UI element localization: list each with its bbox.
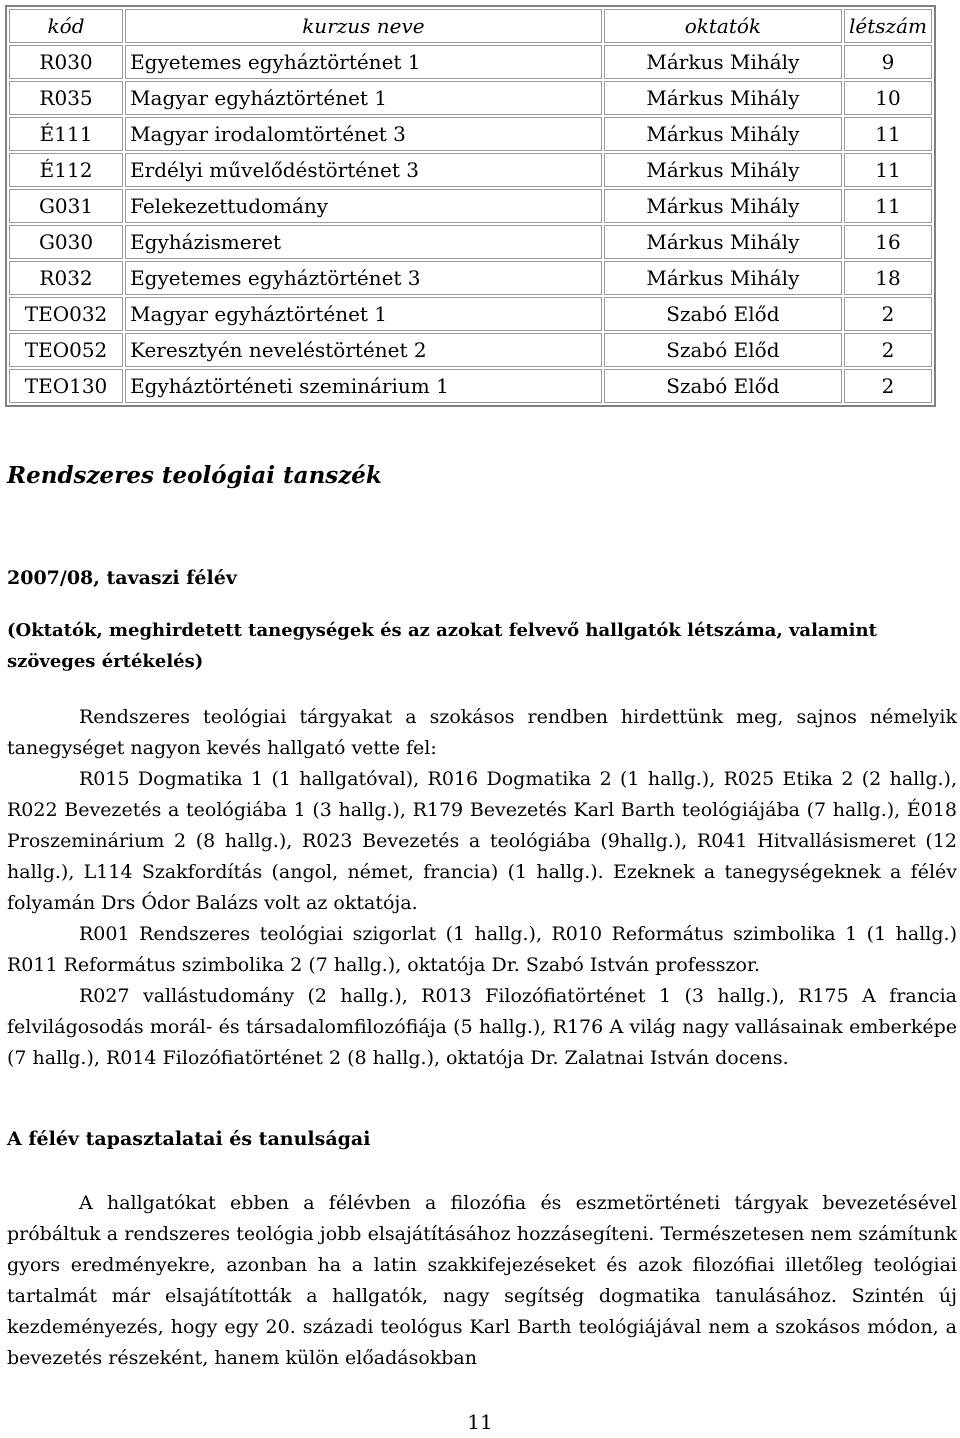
header-teacher: oktatók (604, 9, 842, 43)
cell-teacher: Szabó Előd (604, 297, 842, 331)
cell-code: R035 (9, 81, 123, 115)
cell-code: R032 (9, 261, 123, 295)
table-header-row (9, 9, 932, 43)
semester-heading: 2007/08, tavaszi félév (7, 567, 237, 589)
courses-table-container (5, 5, 936, 407)
cell-code: É112 (9, 153, 123, 187)
cell-course-name: Keresztyén neveléstörténet 2 (125, 333, 602, 367)
courses-table (5, 5, 936, 407)
cell-course-name: Egyetemes egyháztörténet 3 (125, 261, 602, 295)
experiences-heading: A félév tapasztalatai és tanulságai (7, 1128, 371, 1150)
section-title: Rendszeres teológiai tanszék (7, 462, 382, 489)
cell-course-name: Egyetemes egyháztörténet 1 (125, 45, 602, 79)
cell-count: 16 (844, 225, 932, 259)
cell-count: 18 (844, 261, 932, 295)
table-row (9, 81, 932, 115)
cell-count: 2 (844, 297, 932, 331)
cell-teacher: Szabó Előd (604, 369, 842, 403)
cell-teacher: Márkus Mihály (604, 81, 842, 115)
cell-teacher: Márkus Mihály (604, 45, 842, 79)
cell-count: 10 (844, 81, 932, 115)
header-course-name: kurzus neve (125, 9, 602, 43)
cell-code: R030 (9, 45, 123, 79)
cell-teacher: Márkus Mihály (604, 153, 842, 187)
header-code: kód (9, 9, 123, 43)
cell-code: G031 (9, 189, 123, 223)
cell-teacher: Szabó Előd (604, 333, 842, 367)
cell-course-name: Egyháztörténeti szeminárium 1 (125, 369, 602, 403)
table-row (9, 45, 932, 79)
cell-code: TEO130 (9, 369, 123, 403)
cell-teacher: Márkus Mihály (604, 189, 842, 223)
subtitle: (Oktatók, meghirdetett tanegységek és az azokat felvevő hallgatók létszáma, valamint szöveges értékelés) (7, 620, 877, 672)
page-number: 11 (467, 1410, 493, 1434)
body-text-block (7, 702, 957, 1074)
paragraph: R015 Dogmatika 1 (1 hallgatóval), R016 Dogmatika 2 (1 hallg.), R025 Etika 2 (2 hallg.), R022 Bevezetés a teológiába 1 (3 hallg.), R179 Bevezetés Karl Barth teológiájába (7 hallg.), É018 Proszeminárium 2 (8 hallg.), R023 Bevezetés a teológiába (9hallg.), R041 Hitvallásismeret (12 hallg.), L114 Szakfordítás (angol, német, francia) (1 hallg.). Ezeknek a tanegységeknek a félév folyamán Drs Ódor Balázs volt az oktatója. (7, 768, 957, 914)
cell-count: 2 (844, 333, 932, 367)
cell-code: G030 (9, 225, 123, 259)
paragraph: R001 Rendszeres teológiai szigorlat (1 hallg.), R010 Református szimbolika 1 (1 hallg.) R011 Református szimbolika 2 (7 hallg.), oktatója Dr. Szabó István professzor. (7, 923, 957, 976)
cell-course-name: Magyar egyháztörténet 1 (125, 297, 602, 331)
cell-course-name: Erdélyi művelődéstörténet 3 (125, 153, 602, 187)
header-count: létszám (844, 9, 932, 43)
cell-course-name: Felekezettudomány (125, 189, 602, 223)
table-row (9, 297, 932, 331)
paragraph: R027 vallástudomány (2 hallg.), R013 Filozófiatörténet 1 (3 hallg.), R175 A francia felvilágosodás morál- és társadalomfilozófiája (5 hallg.), R176 A világ nagy vallásainak emberképe (7 hallg.), R014 Filozófiatörténet 2 (8 hallg.), oktatója Dr. Zalatnai István docens. (7, 985, 957, 1069)
paragraph: Rendszeres teológiai tárgyakat a szokásos rendben hirdettünk meg, sajnos némelyik tanegységet nagyon kevés hallgató vette fel: (7, 706, 957, 759)
table-row (9, 225, 932, 259)
cell-course-name: Egyházismeret (125, 225, 602, 259)
cell-course-name: Magyar egyháztörténet 1 (125, 81, 602, 115)
table-row (9, 189, 932, 223)
cell-code: TEO052 (9, 333, 123, 367)
table-row (9, 153, 932, 187)
cell-teacher: Márkus Mihály (604, 117, 842, 151)
cell-code: TEO032 (9, 297, 123, 331)
body-text-block-2 (7, 1188, 957, 1374)
cell-count: 11 (844, 153, 932, 187)
cell-count: 9 (844, 45, 932, 79)
cell-code: É111 (9, 117, 123, 151)
cell-count: 11 (844, 189, 932, 223)
table-row (9, 117, 932, 151)
table-row (9, 333, 932, 367)
cell-teacher: Márkus Mihály (604, 261, 842, 295)
cell-teacher: Márkus Mihály (604, 225, 842, 259)
cell-count: 11 (844, 117, 932, 151)
cell-count: 2 (844, 369, 932, 403)
table-row (9, 369, 932, 403)
cell-course-name: Magyar irodalomtörténet 3 (125, 117, 602, 151)
table-row (9, 261, 932, 295)
paragraph: A hallgatókat ebben a félévben a filozófia és eszmetörténeti tárgyak bevezetésével próbáltuk a rendszeres teológia jobb elsajátításához hozzásegíteni. Természetesen nem számítunk gyors eredményekre, azonban ha a latin szakkifejezéseket és azok filozófiai illetőleg teológiai tartalmát már elsajátították a hallgatók, nagy segítség dogmatika tanulásához. Szintén új kezdeményezés, hogy egy 20. századi teológus Karl Barth teológiájával nem a szokásos módon, a bevezetés részeként, hanem külön előadásokban (7, 1192, 957, 1369)
